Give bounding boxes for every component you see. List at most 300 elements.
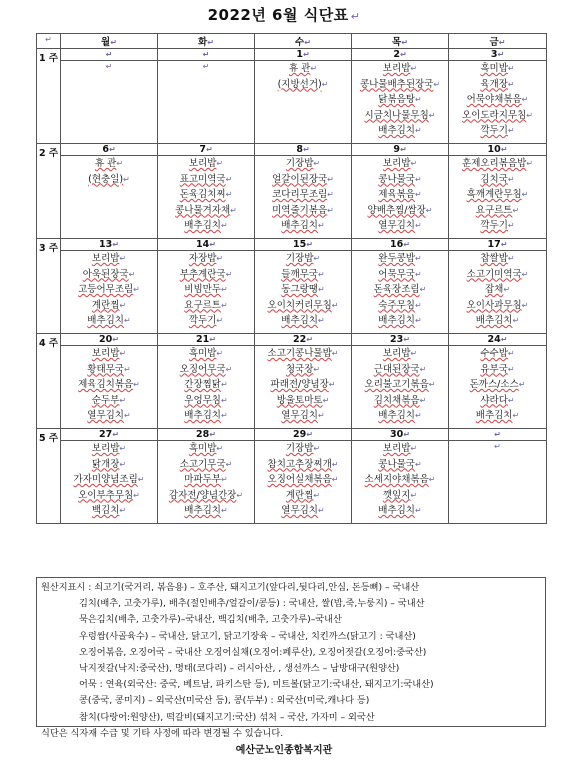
menu-item <box>158 218 254 234</box>
menu-item-text: 코다리무조림 <box>272 189 328 200</box>
paragraph-mark-icon: ↵ <box>428 380 436 389</box>
menu-item <box>158 313 254 329</box>
menu-item <box>255 393 351 409</box>
menu-item-text: (현충일) <box>88 173 124 185</box>
menu-cell <box>61 441 158 524</box>
menu-item <box>255 488 351 504</box>
menu-item-text: 보리밥 <box>91 253 120 264</box>
menu-item <box>352 408 448 424</box>
menu-item-text: 배추김치 <box>378 315 415 326</box>
paragraph-mark-icon: ↵ <box>209 335 216 344</box>
menu-item-text: 가자미양념조림 <box>73 474 138 485</box>
paragraph-mark-icon: ↵ <box>403 335 410 344</box>
paragraph-mark-icon: ↵ <box>328 380 336 389</box>
menu-cell <box>449 441 547 524</box>
paragraph-mark-icon: ↵ <box>313 364 321 374</box>
date-cell <box>352 239 449 251</box>
paragraph-mark-icon: ↵ <box>110 38 117 47</box>
paragraph-mark-icon: ↵ <box>119 300 127 310</box>
week-label-cell <box>37 334 61 429</box>
menu-item-text: 제육김치볶음 <box>78 379 134 390</box>
paragraph-mark-icon: ↵ <box>105 50 113 59</box>
menu-item-text: 찹쌀밥 <box>480 253 508 264</box>
menu-item <box>158 172 254 188</box>
date-row <box>37 49 547 61</box>
paragraph-mark-icon: ↵ <box>302 145 310 154</box>
paragraph-mark-icon: ↵ <box>310 64 318 73</box>
menu-cell <box>352 156 449 239</box>
menu-item <box>449 282 546 298</box>
paragraph-mark-icon: ↵ <box>415 506 422 515</box>
menu-item-text: 소고기콩나물밥 <box>267 348 332 359</box>
date-cell <box>61 239 158 251</box>
menu-item-text: 기장밥 <box>285 158 314 169</box>
paragraph-mark-icon: ↵ <box>119 444 127 453</box>
paragraph-mark-icon: ↵ <box>216 316 224 325</box>
menu-item-text: 육개장 <box>480 78 508 90</box>
menu-item <box>449 393 546 409</box>
date-number: 14 <box>196 239 210 250</box>
menu-cell <box>255 441 352 524</box>
paragraph-mark-icon: ↵ <box>507 174 515 184</box>
paragraph-mark-icon: ↵ <box>318 506 325 515</box>
date-cell <box>158 429 255 441</box>
menu-item-text: 배추김치 <box>378 410 415 421</box>
menu-item <box>352 393 448 409</box>
paragraph-mark-icon: ↵ <box>327 190 334 199</box>
menu-item <box>255 362 351 378</box>
menu-item <box>449 408 546 424</box>
weekday-header <box>255 34 352 49</box>
paragraph-mark-icon: ↵ <box>221 300 228 310</box>
menu-item <box>352 313 448 329</box>
paragraph-mark-icon: ↵ <box>119 349 127 358</box>
paragraph-mark-icon: ↵ <box>401 38 408 47</box>
paragraph-mark-icon: ↵ <box>415 269 422 279</box>
paragraph-mark-icon: ↵ <box>507 64 515 73</box>
menu-item <box>352 61 448 77</box>
page-title <box>0 4 568 25</box>
date-number: 29 <box>293 429 307 440</box>
menu-item-text: 배추김치 <box>378 125 415 136</box>
paragraph-mark-icon: ↵ <box>415 190 422 199</box>
menu-item <box>255 156 351 172</box>
paragraph-mark-icon: ↵ <box>119 395 127 405</box>
paragraph-mark-icon: ↵ <box>331 459 339 469</box>
menu-item <box>449 156 546 172</box>
menu-item <box>158 441 254 457</box>
paragraph-mark-icon: ↵ <box>494 430 501 439</box>
date-cell <box>352 429 449 441</box>
menu-item <box>352 441 448 457</box>
menu-item <box>255 61 351 77</box>
paragraph-mark-icon: ↵ <box>209 430 216 439</box>
paragraph-mark-icon: ↵ <box>500 145 508 154</box>
week-label-cell <box>37 49 61 144</box>
menu-item-text: 아욱된장국 <box>82 268 129 280</box>
menu-item <box>352 123 448 139</box>
menu-item-text: 동그랑땡 <box>281 284 318 295</box>
menu-item <box>352 203 448 219</box>
menu-item-text: 훈제오리볶음밥 <box>462 158 527 169</box>
date-cell <box>61 429 158 441</box>
weekday-label: 수 <box>295 37 305 48</box>
menu-cell <box>449 156 547 239</box>
date-cell <box>255 239 352 251</box>
menu-item-text: 배추김치 <box>281 220 318 231</box>
menu-row <box>37 61 547 144</box>
menu-item-text: 부추계란국 <box>179 268 226 280</box>
date-number: 8 <box>296 144 303 155</box>
menu-item <box>158 156 254 172</box>
menu-item-text: 휴 관 <box>288 63 311 74</box>
menu-item-text: 보리밥 <box>91 443 120 454</box>
menu-cell <box>449 251 547 334</box>
menu-item-text: 배추김치 <box>475 410 513 421</box>
menu-item-text: 시금치나물무침 <box>364 109 429 121</box>
paragraph-mark-icon: ↵ <box>216 444 224 453</box>
corner-cell <box>37 34 61 49</box>
date-number: 1 <box>296 49 303 60</box>
menu-item <box>352 457 448 473</box>
date-cell <box>449 429 547 441</box>
menu-item-text: 참치고추장찌개 <box>267 458 332 470</box>
menu-item <box>61 488 157 504</box>
menu-cell <box>158 61 255 144</box>
paragraph-mark-icon: ↵ <box>230 205 237 215</box>
date-cell <box>352 144 449 156</box>
menu-item-text: 열무김치 <box>281 410 318 421</box>
menu-item-text: 배추김치 <box>378 505 415 516</box>
paragraph-mark-icon: ↵ <box>133 285 140 294</box>
paragraph-mark-icon: ↵ <box>112 240 119 249</box>
menu-item <box>255 298 351 314</box>
paragraph-mark-icon: ↵ <box>410 444 418 453</box>
weekday-header <box>352 34 449 49</box>
paragraph-mark-icon: ↵ <box>318 411 325 420</box>
weekday-header <box>449 34 547 49</box>
menu-item <box>158 203 254 219</box>
menu-item <box>449 267 546 283</box>
paragraph-mark-icon: ↵ <box>327 205 334 215</box>
menu-cell <box>61 346 158 429</box>
menu-item-text: 소세지야채볶음 <box>364 474 429 485</box>
date-cell <box>255 144 352 156</box>
menu-item-text: 기장밥 <box>285 253 314 264</box>
menu-item <box>158 393 254 409</box>
menu-item-text: 파래전/양념장 <box>270 379 329 390</box>
paragraph-mark-icon: ↵ <box>415 254 422 263</box>
menu-item-text: 돈육장조림 <box>373 284 420 295</box>
origin-note-line: 김치(배추, 고춧가루), 배추(절인배추/얼갈이/콩등) : 국내산, 쌀(밥,죽,누룽지) – 국내산 <box>79 598 425 610</box>
menu-item <box>449 313 546 329</box>
origin-note-line: 콩(중국, 콩미지) – 외국산(미국산 등), 콩(두부) : 외국산(미국,캐나다 등) <box>79 695 370 707</box>
paragraph-mark-icon: ↵ <box>507 254 515 263</box>
paragraph-mark-icon: ↵ <box>410 490 418 500</box>
menu-item-text: 콩나물국 <box>378 173 415 185</box>
menu-item-text: 배추김치 <box>281 315 318 326</box>
menu-item-text: 계란찜 <box>285 489 314 501</box>
menu-item <box>352 187 448 203</box>
date-number: 13 <box>99 239 113 250</box>
paragraph-mark-icon: ↵ <box>313 254 321 263</box>
menu-cell <box>255 251 352 334</box>
paragraph-mark-icon: ↵ <box>327 174 334 184</box>
paragraph-mark-icon: ↵ <box>415 316 422 325</box>
menu-item-text: 보리밥 <box>188 158 217 169</box>
paragraph-mark-icon: ↵ <box>415 411 422 420</box>
date-cell <box>61 144 158 156</box>
menu-item-text: 보리밥 <box>382 348 411 359</box>
menu-item-text: 깍두기 <box>480 220 508 231</box>
menu-item-text: 흑미밥 <box>188 443 217 454</box>
paragraph-mark-icon: ↵ <box>415 126 422 135</box>
date-number: 6 <box>102 144 109 155</box>
week-label: 4 주 <box>38 338 59 349</box>
menu-cell <box>61 156 158 239</box>
menu-item <box>61 377 157 393</box>
menu-item-text: 오이사과무침 <box>466 299 522 311</box>
paragraph-mark-icon: ↵ <box>521 300 529 310</box>
menu-item-text: 휴 관 <box>94 158 117 169</box>
paragraph-mark-icon: ↵ <box>202 62 210 71</box>
paragraph-mark-icon: ↵ <box>225 364 233 374</box>
paragraph-mark-icon: ↵ <box>116 159 124 168</box>
menu-item-text: 보리밥 <box>382 158 411 169</box>
paragraph-mark-icon: ↵ <box>221 395 228 405</box>
paragraph-mark-icon: ↵ <box>124 364 131 374</box>
date-cell <box>255 49 352 61</box>
menu-item <box>158 267 254 283</box>
menu-item <box>255 251 351 267</box>
paragraph-mark-icon: ↵ <box>322 395 330 405</box>
date-number: 20 <box>99 334 113 345</box>
paragraph-mark-icon: ↵ <box>225 269 233 279</box>
menu-item <box>449 377 546 393</box>
paragraph-mark-icon: ↵ <box>318 221 325 230</box>
menu-item <box>449 61 546 77</box>
paragraph-mark-icon: ↵ <box>512 205 520 215</box>
menu-item <box>255 377 351 393</box>
menu-cell <box>352 61 449 144</box>
menu-item-text: 우엉무침 <box>184 394 221 406</box>
menu-item-text: 배추김치 <box>184 410 221 421</box>
paragraph-mark-icon: ↵ <box>399 145 407 154</box>
menu-cell <box>449 61 547 144</box>
menu-item <box>352 77 448 93</box>
date-number: 23 <box>390 334 404 345</box>
date-cell <box>158 334 255 346</box>
menu-item <box>61 503 157 519</box>
menu-item-text: 표고미역국 <box>179 173 226 185</box>
menu-cell <box>158 346 255 429</box>
menu-item <box>449 346 546 362</box>
paragraph-mark-icon: ↵ <box>221 380 228 389</box>
paragraph-mark-icon: ↵ <box>500 240 508 249</box>
paragraph-mark-icon: ↵ <box>497 50 505 59</box>
paragraph-mark-icon: ↵ <box>221 475 228 484</box>
date-cell <box>61 334 158 346</box>
paragraph-mark-icon: ↵ <box>526 110 533 120</box>
paragraph-mark-icon: ↵ <box>216 159 224 168</box>
date-row <box>37 334 547 346</box>
menu-item <box>61 441 157 457</box>
menu-item-text: 오이부추무침 <box>78 489 134 501</box>
menu-item <box>158 408 254 424</box>
origin-note-line: 원산지표시 : 쇠고기(국거리, 볶음용) – 호주산, 돼지고기(앞다리,뒷다리,안심, 돈등뼈) – 국내산 <box>41 582 420 593</box>
paragraph-mark-icon: ↵ <box>124 316 131 325</box>
menu-row <box>37 441 547 524</box>
date-cell <box>158 144 255 156</box>
date-cell <box>352 49 449 61</box>
menu-item <box>449 251 546 267</box>
menu-item-text: 감자전/양념간장 <box>168 489 237 501</box>
paragraph-mark-icon: ↵ <box>521 95 529 104</box>
date-number: 24 <box>487 334 501 345</box>
menu-item <box>352 156 448 172</box>
menu-item-text: 열무김치 <box>378 220 415 231</box>
paragraph-mark-icon: ↵ <box>433 79 441 89</box>
menu-item-text: 흑미밥 <box>188 348 217 359</box>
week-label-cell <box>37 429 61 524</box>
menu-item-text: 보리밥 <box>382 443 411 454</box>
menu-item <box>61 408 157 424</box>
paragraph-mark-icon: ↵ <box>321 79 329 89</box>
paragraph-mark-icon: ↵ <box>137 475 145 484</box>
paragraph-mark-icon: ↵ <box>225 190 233 199</box>
menu-item <box>255 408 351 424</box>
week-label: 1 주 <box>38 53 59 64</box>
paragraph-mark-icon: ↵ <box>207 38 214 47</box>
paragraph-mark-icon: ↵ <box>507 79 515 89</box>
menu-item <box>255 187 351 203</box>
menu-item-text: 고등어무조림 <box>78 284 134 295</box>
menu-item <box>449 203 546 219</box>
menu-item-text: 돈육김치찌 <box>179 189 226 200</box>
menu-item <box>352 267 448 283</box>
menu-item-text: 요구르트 <box>184 299 221 311</box>
paragraph-mark-icon: ↵ <box>221 285 228 294</box>
paragraph-mark-icon: ↵ <box>124 411 131 420</box>
menu-cell <box>61 61 158 144</box>
menu-item <box>61 393 157 409</box>
paragraph-mark-icon: ↵ <box>498 38 506 47</box>
menu-item-text: 간장찜닭 <box>184 379 221 390</box>
paragraph-mark-icon: ↵ <box>410 64 418 73</box>
paragraph-mark-icon: ↵ <box>403 430 410 439</box>
menu-item <box>255 77 351 93</box>
menu-item-text: 기장밥 <box>285 443 314 454</box>
date-cell <box>158 49 255 61</box>
paragraph-mark-icon: ↵ <box>507 221 515 230</box>
menu-item <box>61 472 157 488</box>
paragraph-mark-icon: ↵ <box>119 254 127 263</box>
menu-item-text: 오이치커리무침 <box>267 299 332 311</box>
menu-cell <box>255 61 352 144</box>
week-label: 2 주 <box>38 148 59 159</box>
menu-item <box>352 282 448 298</box>
menu-item-text: 완두콩밥 <box>378 253 415 264</box>
paragraph-mark-icon: ↵ <box>105 62 113 71</box>
paragraph-mark-icon: ↵ <box>415 221 422 230</box>
menu-item-text: (지방선거) <box>277 78 322 90</box>
menu-item <box>158 457 254 473</box>
menu-item-text: 소고기무국 <box>179 458 226 470</box>
menu-cell <box>352 441 449 524</box>
menu-item-text: 자장밥 <box>188 253 217 264</box>
paragraph-mark-icon: ↵ <box>123 174 130 184</box>
paragraph-mark-icon: ↵ <box>216 254 224 263</box>
paragraph-mark-icon: ↵ <box>507 395 515 405</box>
menu-item-text: 보리밥 <box>91 348 120 359</box>
menu-item-text: 근대된장국 <box>373 363 420 375</box>
paragraph-mark-icon: ↵ <box>428 475 436 484</box>
paragraph-mark-icon: ↵ <box>419 364 427 374</box>
paragraph-mark-icon: ↵ <box>419 395 427 405</box>
menu-item <box>255 457 351 473</box>
menu-item-text: 오이도라지무침 <box>462 109 527 121</box>
menu-cell <box>449 346 547 429</box>
menu-item-text: 배추김치 <box>184 505 221 516</box>
weekday-header <box>61 34 158 49</box>
menu-item-text: 열무김치 <box>87 410 124 421</box>
paragraph-mark-icon: ↵ <box>415 95 422 104</box>
menu-item <box>61 457 157 473</box>
date-row <box>37 144 547 156</box>
menu-item <box>352 172 448 188</box>
menu-item <box>255 346 351 362</box>
menu-item-text: 방울토마토 <box>276 394 323 406</box>
menu-item <box>352 488 448 504</box>
paragraph-mark-icon: ↵ <box>119 459 127 469</box>
week-label-cell <box>37 239 61 334</box>
paragraph-mark-icon: ↵ <box>318 316 325 325</box>
menu-item <box>158 503 254 519</box>
paragraph-mark-icon: ↵ <box>331 475 339 484</box>
date-cell <box>449 239 547 251</box>
menu-item <box>449 362 546 378</box>
paragraph-mark-icon: ↵ <box>304 38 311 47</box>
paragraph-mark-icon: ↵ <box>108 145 116 154</box>
menu-item <box>352 472 448 488</box>
paragraph-mark-icon: ↵ <box>302 50 310 59</box>
paragraph-mark-icon: ↵ <box>221 221 228 230</box>
menu-item <box>255 503 351 519</box>
menu-item <box>61 267 157 283</box>
menu-item-text: 유부국 <box>480 363 508 375</box>
date-number: 9 <box>393 144 400 155</box>
menu-item-text: 깍두기 <box>480 125 508 136</box>
paragraph-mark-icon: ↵ <box>306 335 313 344</box>
origin-note-line: 참치(다랑어:원양산), 떡갈비(돼지고기:국산) 섞처 – 국산, 가자미 – 외국산 <box>79 711 375 723</box>
paragraph-mark-icon: ↵ <box>331 349 339 358</box>
menu-item-text: 잡채 <box>484 284 504 295</box>
paragraph-mark-icon: ↵ <box>350 10 361 23</box>
origin-note-line: 묵은김치(배추, 고춧가루)–국내산, 백김치(배추, 고춧가루)–국내산 <box>79 614 342 626</box>
menu-item-text: 콩나물국 <box>378 458 415 470</box>
origin-note-line: 오징어볶음, 오징어국 – 국내산 오징어실채(오징어:페루산), 오징어젓갈(오징어:중국산) <box>79 646 427 658</box>
menu-table <box>36 33 547 524</box>
menu-item <box>449 298 546 314</box>
paragraph-mark-icon: ↵ <box>521 269 529 279</box>
date-row <box>37 429 547 441</box>
menu-item <box>352 346 448 362</box>
weekday-label: 목 <box>392 37 402 48</box>
paragraph-mark-icon: ↵ <box>225 459 233 469</box>
menu-item <box>449 92 546 108</box>
weekday-header-row <box>37 34 547 49</box>
menu-item <box>255 267 351 283</box>
